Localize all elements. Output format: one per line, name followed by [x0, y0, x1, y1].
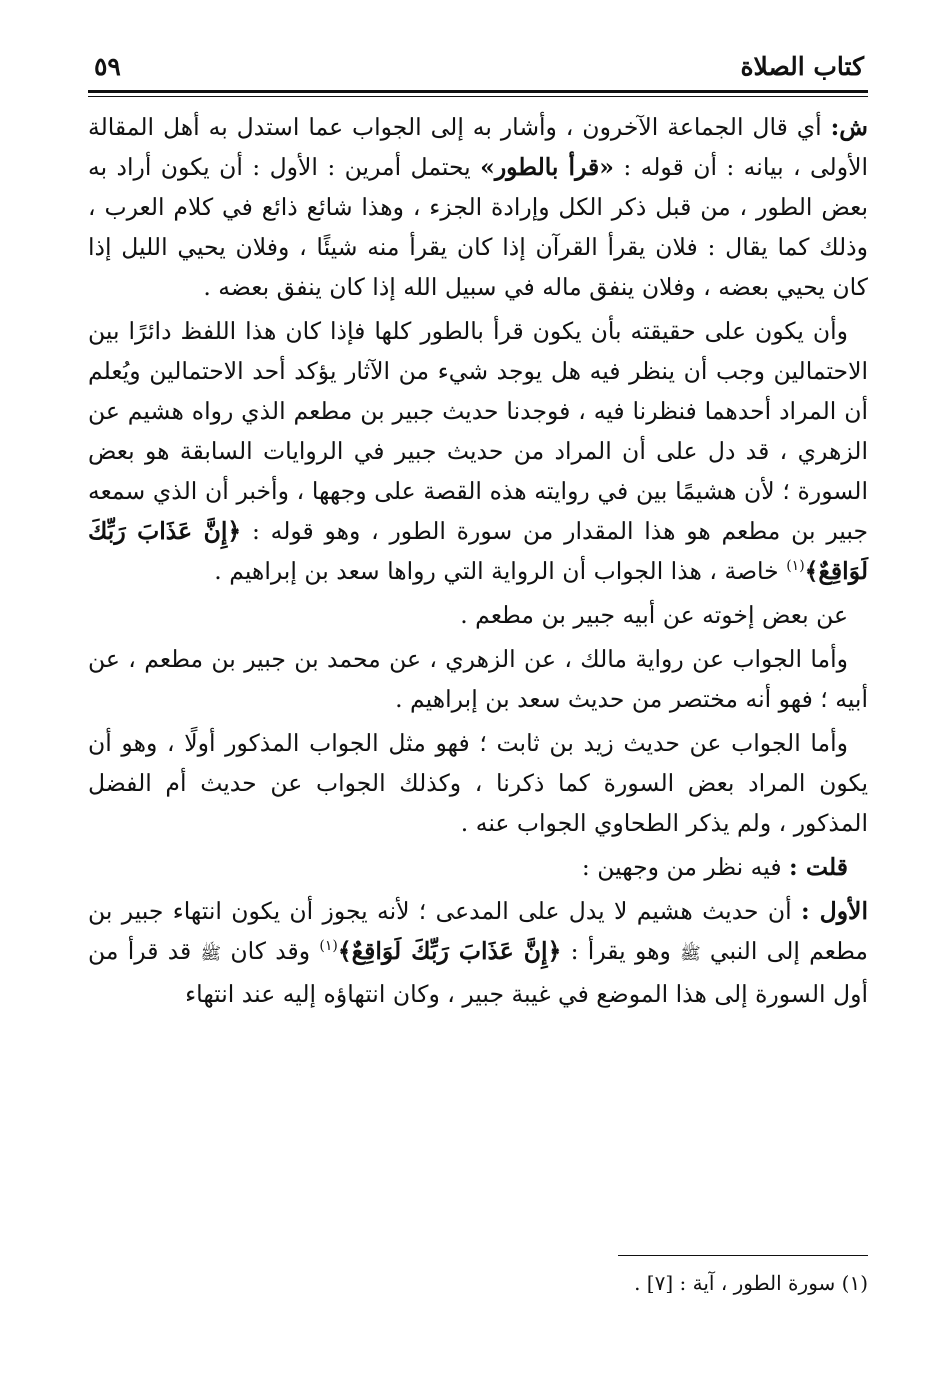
paragraph-5 [88, 723, 868, 843]
paragraph-text-middle: وهو يقرأ : [561, 937, 681, 965]
paragraph-6 [88, 847, 868, 887]
honorific-glyph: ﷺ [200, 944, 222, 964]
paragraph-text: أي قال الجماعة الآخرون ، وأشار به إلى الجواب عما استدل به أهل المقالة الأولى ، بيانه : أن قوله : [88, 113, 868, 181]
header-rule-thick [88, 90, 868, 93]
book-title: كتاب الصلاة [740, 52, 864, 81]
paragraph-text: فيه نظر من وجهين : [581, 853, 790, 881]
paragraph-lead: الأول : [800, 897, 868, 925]
quoted-phrase: «قرأ بالطور» [480, 153, 614, 181]
paragraph-lead: قلت : [789, 853, 848, 881]
paragraph-text: وأما الجواب عن حديث زيد بن ثابت ؛ فهو مثل الجواب المذكور أولًا ، وهو أن يكون المراد بعض السورة كما ذكرنا ، وكذلك الجواب عن حديث أم الفضل المذكور ، ولم يذكر الطحاوي الجواب عنه . [88, 729, 868, 837]
paragraph-4 [88, 639, 868, 719]
body-text [88, 107, 868, 1014]
running-header [88, 40, 868, 88]
paragraph-text-end: قد قرأ من أول السورة إلى هذا الموضع في غيبة جبير ، وكان انتهاؤه إليه عند انتهاء [88, 937, 868, 1008]
paragraph-text-continued: يحتمل أمرين : الأول : أن يكون أراد به بعض الطور ، من قبل ذكر الكل وإرادة الجزء ، وهذا شائع ذائع في كلام العرب ، وذلك كما يقال : فلان يقرأ القرآن إذا كان يقرأ منه شيئًا ، وفلان يحيي الليل إذا كان يحيي بعضه ، وفلان ينفق ماله في سبيل الله إذا كان ينفق بعضه . [88, 153, 868, 301]
page [88, 40, 868, 1295]
footnote: (١) سورة الطور ، آية : [٧] . [634, 1271, 868, 1295]
paragraph-text: أن حديث هشيم لا يدل على المدعى ؛ لأنه يجوز أن يكون انتهاء جبير بن مطعم إلى النبي [88, 897, 868, 965]
header-rule-thin [88, 96, 868, 97]
paragraph-text: عن بعض إخوته عن أبيه جبير بن مطعم . [460, 601, 848, 629]
paragraph-7 [88, 891, 868, 1014]
quran-verse: ﴿إِنَّ عَذَابَ رَبِّكَ لَوَاقِعٌ﴾ [88, 517, 868, 585]
honorific-glyph: ﷺ [680, 944, 701, 964]
paragraph-3 [88, 595, 868, 635]
paragraph-text: وأما الجواب عن رواية مالك ، عن الزهري ، عن محمد بن جبير بن مطعم ، عن أبيه ؛ فهو أنه مختصر من حديث سعد بن إبراهيم . [88, 645, 868, 713]
paragraph-text: وأن يكون على حقيقته بأن يكون قرأ بالطور كلها فإذا كان هذا اللفظ دائرًا بين الاحتمالين وجب أن ينظر فيه هل يوجد شيء من الآثار يؤكد أحد الاحتمالين ويُعلم أن المراد أحدهما فنظرنا فيه ، فوجدنا حديث جبير بن مطعم الذي رواه هشيم عن الزهري ، قد دل على أن المراد من حديث جبير في الروايات السابقة هو بعض السورة ؛ لأن هشيمًا بين في روايته هذه القصة على وجهها ، وأخبر أن الذي سمعه جبير بن مطعم هو هذا المقدار من سورة الطور ، وهو قوله : [88, 317, 868, 545]
paragraph-lead: ش: [830, 113, 868, 141]
page-number: ٥٩ [94, 52, 121, 81]
footnote-reference[interactable]: (١) [786, 558, 805, 575]
footnote-reference[interactable]: (١) [319, 938, 338, 955]
quran-verse: ﴿إِنَّ عَذَابَ رَبِّكَ لَوَاقِعٌ﴾ [337, 937, 562, 965]
paragraph-2 [88, 311, 868, 591]
paragraph-1 [88, 107, 868, 307]
footnote-separator [618, 1255, 868, 1256]
paragraph-text-continued: وقد كان [221, 937, 320, 965]
paragraph-text-continued: خاصة ، هذا الجواب أن الرواية التي رواها سعد بن إبراهيم . [214, 557, 787, 585]
